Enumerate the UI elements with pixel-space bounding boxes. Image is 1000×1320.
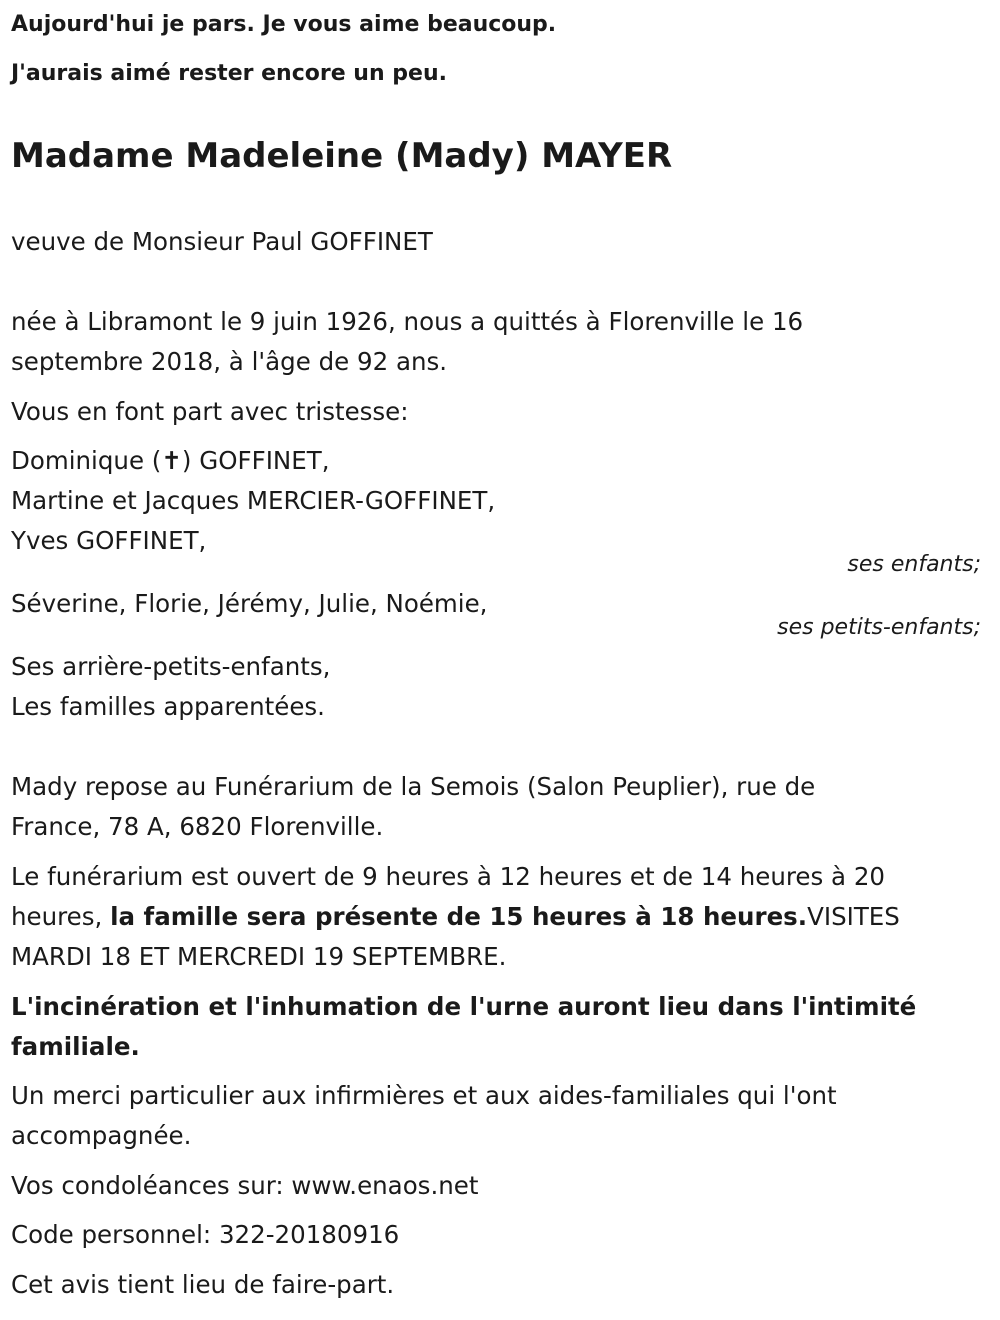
widow-of-text: veuve de Monsieur Paul GOFFINET: [11, 227, 433, 256]
grandchildren-list: Séverine, Florie, Jérémy, Julie, Noémie,: [11, 589, 488, 618]
birth-death-line-2: septembre 2018, à l'âge de 92 ans.: [11, 347, 448, 376]
child-item: Dominique (✝) GOFFINET,: [11, 446, 330, 475]
funeral-home-line-2: France, 78 A, 6820 Florenville.: [11, 812, 384, 841]
hours-line-2: [11, 897, 900, 937]
hours-prefix: heures,: [11, 902, 111, 931]
children-label: ses enfants;: [847, 552, 981, 577]
hours-suffix: VISITES: [807, 902, 900, 931]
family-presence-text: la famille sera présente de 15 heures à 18 heures.: [110, 902, 808, 931]
birth-death-line-1: née à Libramont le 9 juin 1926, nous a quittés à Florenville le 16: [11, 307, 804, 336]
quote-line-2: J'aurais aimé rester encore un peu.: [11, 61, 447, 86]
thanks-line-2: accompagnée.: [11, 1121, 192, 1150]
grandchildren-label: ses petits-enfants;: [777, 615, 981, 640]
hours-line-1: Le funérarium est ouvert de 9 heures à 12 heures et de 14 heures à 20: [11, 862, 886, 891]
deceased-name: Madame Madeleine (Mady) MAYER: [11, 136, 673, 176]
personal-code-text: Code personnel: 322-20180916: [11, 1220, 400, 1249]
cremation-line-1: L'incinération et l'inhumation de l'urne auront lieu dans l'intimité: [11, 992, 917, 1021]
notice-text: Cet avis tient lieu de faire-part.: [11, 1270, 395, 1299]
condolences-text: Vos condoléances sur: www.enaos.net: [11, 1171, 479, 1200]
family-extra-item: Ses arrière-petits-enfants,: [11, 652, 331, 681]
announcers-intro: Vous en font part avec tristesse:: [11, 397, 409, 426]
funeral-home-line-1: Mady repose au Funérarium de la Semois (Salon Peuplier), rue de: [11, 772, 816, 801]
quote-line-1: Aujourd'hui je pars. Je vous aime beaucoup.: [11, 12, 557, 37]
cremation-line-2: familiale.: [11, 1032, 140, 1061]
hours-line-3: MARDI 18 ET MERCREDI 19 SEPTEMBRE.: [11, 942, 507, 971]
child-item: Martine et Jacques MERCIER-GOFFINET,: [11, 486, 496, 515]
family-extra-item: Les familles apparentées.: [11, 692, 325, 721]
thanks-line-1: Un merci particulier aux infirmières et aux aides-familiales qui l'ont: [11, 1081, 837, 1110]
child-item: Yves GOFFINET,: [11, 526, 207, 555]
